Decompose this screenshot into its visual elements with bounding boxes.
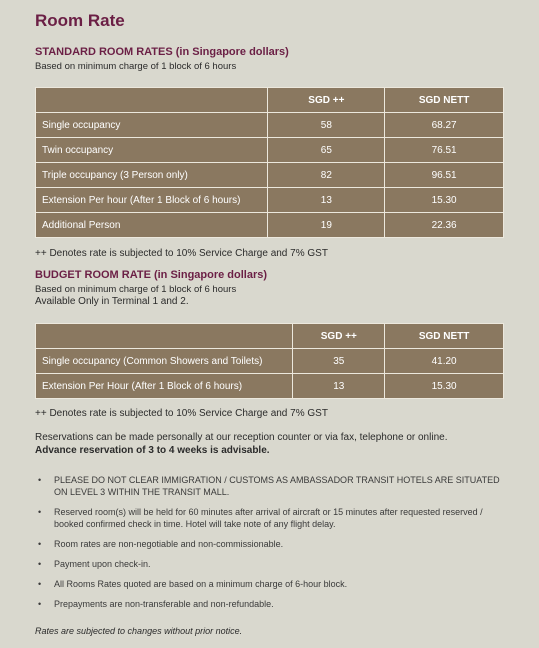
row-label: Twin occupancy (36, 138, 268, 163)
header-cell-sgd-plus: SGD ++ (293, 324, 385, 349)
list-item-text: Room rates are non-negotiable and non-commissionable. (54, 539, 284, 549)
list-item (35, 538, 505, 550)
standard-footnote: ++ Denotes rate is subjected to 10% Service Charge and 7% GST (35, 248, 328, 259)
row-sgd-nett: 76.51 (385, 138, 504, 163)
header-cell-sgd-nett: SGD NETT (385, 324, 504, 349)
bullet-icon: • (38, 559, 42, 569)
list-item (35, 558, 505, 570)
list-item (35, 474, 505, 498)
header-cell-sgd-plus: SGD ++ (268, 88, 385, 113)
row-sgd-plus: 13 (293, 374, 385, 399)
list-item (35, 598, 505, 610)
row-label: Extension Per Hour (After 1 Block of 6 hours) (36, 374, 293, 399)
row-label: Extension Per hour (After 1 Block of 6 hours) (36, 188, 268, 213)
bullet-icon: • (38, 475, 42, 485)
row-sgd-plus: 58 (268, 113, 385, 138)
row-label: Additional Person (36, 213, 268, 238)
budget-rates-subnote: Based on minimum charge of 1 block of 6 hours (35, 284, 237, 295)
bullet-icon: • (38, 579, 42, 589)
row-sgd-nett: 96.51 (385, 163, 504, 188)
table-row (36, 188, 504, 213)
list-item (35, 578, 505, 590)
table-row (36, 349, 504, 374)
row-sgd-nett: 41.20 (385, 349, 504, 374)
standard-rates-heading: STANDARD ROOM RATES (in Singapore dollars) (35, 46, 289, 58)
table-header-row (36, 324, 504, 349)
row-sgd-nett: 15.30 (385, 188, 504, 213)
row-sgd-plus: 82 (268, 163, 385, 188)
row-label: Triple occupancy (3 Person only) (36, 163, 268, 188)
policy-list (35, 474, 505, 618)
reservation-note (35, 431, 505, 457)
bullet-icon: • (38, 539, 42, 549)
row-label: Single occupancy (Common Showers and Toilets) (36, 349, 293, 374)
table-row (36, 113, 504, 138)
row-sgd-plus: 19 (268, 213, 385, 238)
footer-note: Rates are subjected to changes without prior notice. (35, 626, 243, 636)
table-row (36, 138, 504, 163)
row-label: Single occupancy (36, 113, 268, 138)
table-row (36, 374, 504, 399)
table-row (36, 163, 504, 188)
budget-rates-table (35, 323, 504, 399)
page-title: Room Rate (35, 11, 125, 30)
standard-rates-table (35, 87, 504, 238)
row-sgd-plus: 35 (293, 349, 385, 374)
budget-availability: Available Only in Terminal 1 and 2. (35, 296, 189, 307)
row-sgd-plus: 13 (268, 188, 385, 213)
row-sgd-nett: 15.30 (385, 374, 504, 399)
list-item-text: All Rooms Rates quoted are based on a minimum charge of 6-hour block. (54, 579, 348, 589)
list-item-text: Prepayments are non-transferable and non-refundable. (54, 599, 274, 609)
row-sgd-plus: 65 (268, 138, 385, 163)
header-cell-sgd-nett: SGD NETT (385, 88, 504, 113)
budget-footnote: ++ Denotes rate is subjected to 10% Service Charge and 7% GST (35, 408, 328, 419)
standard-rates-subnote: Based on minimum charge of 1 block of 6 hours (35, 61, 237, 72)
row-sgd-nett: 68.27 (385, 113, 504, 138)
reservation-text: Reservations can be made personally at our reception counter or via fax, telephone or online. (35, 432, 448, 443)
list-item (35, 506, 505, 530)
list-item-text: Payment upon check-in. (54, 559, 151, 569)
budget-rates-heading: BUDGET ROOM RATE (in Singapore dollars) (35, 269, 268, 281)
list-item-text: Reserved room(s) will be held for 60 minutes after arrival of aircraft or 15 minutes after requested reserved / booked confirmed check in time. Hotel will take note of any flight delay. (54, 507, 483, 529)
reservation-emphasis: Advance reservation of 3 to 4 weeks is advisable. (35, 445, 270, 456)
bullet-icon: • (38, 599, 42, 609)
table-row (36, 213, 504, 238)
table-header-row (36, 88, 504, 113)
list-item-text: PLEASE DO NOT CLEAR IMMIGRATION / CUSTOMS AS AMBASSADOR TRANSIT HOTELS ARE SITUATED ON LEVEL 3 WITHIN THE TRANSIT MALL. (54, 475, 500, 497)
header-cell-blank (36, 88, 268, 113)
row-sgd-nett: 22.36 (385, 213, 504, 238)
bullet-icon: • (38, 507, 42, 517)
header-cell-blank (36, 324, 293, 349)
